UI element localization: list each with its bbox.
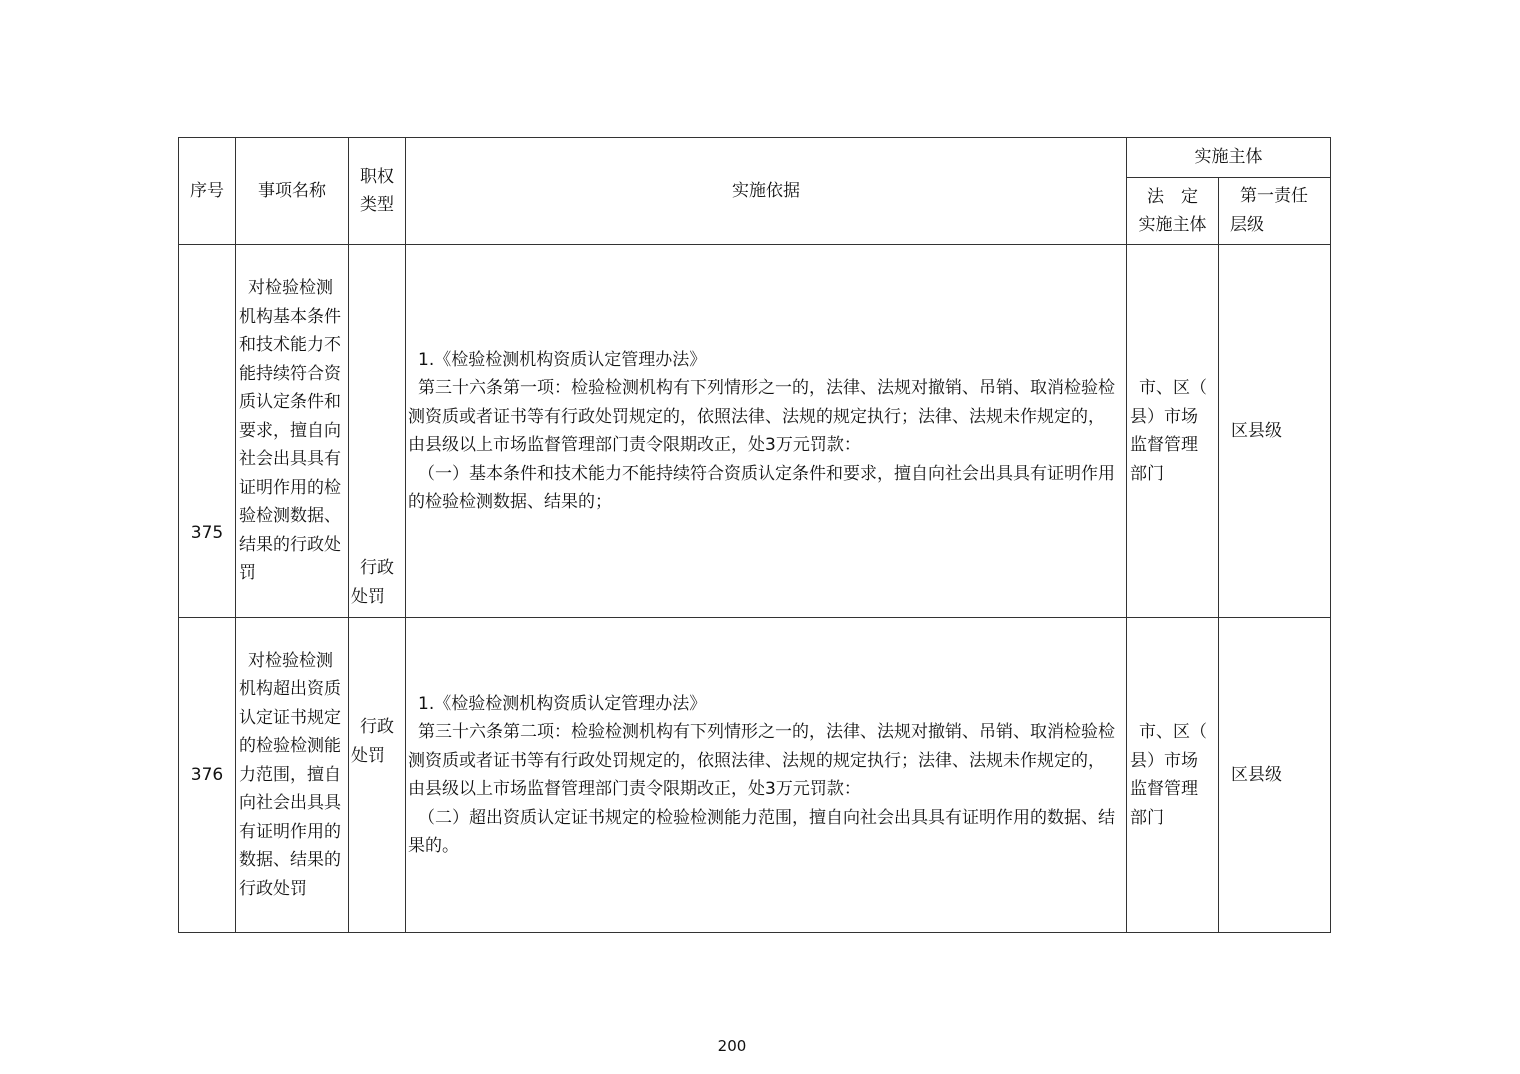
- header-item-name: 事项名称: [236, 138, 349, 245]
- basis-title: 1.《检验检测机构资质认定管理办法》: [418, 693, 707, 714]
- header-seq: 序号: [179, 138, 236, 245]
- row-type: 行政 处罚: [349, 245, 406, 618]
- basis-title: 1.《检验检测机构资质认定管理办法》: [418, 349, 707, 370]
- basis-article: 第三十六条第二项：检验检测机构有下列情形之一的，法律、法规对撤销、吊销、取消检验检测资质或者证书等有行政处罚规定的，依照法律、法规的规定执行；法律、法规未作规定的，由县级以上市场监督管理部门责令限期改正，处3万元罚款：: [408, 722, 1115, 799]
- basis-article: 第三十六条第一项：检验检测机构有下列情形之一的，法律、法规对撤销、吊销、取消检验检测资质或者证书等有行政处罚规定的，依照法律、法规的规定执行；法律、法规未作规定的，由县级以上市场监督管理部门责令限期改正，处3万元罚款：: [408, 378, 1115, 455]
- row-basis: [406, 618, 1127, 933]
- row-legal-subject: 市、区（ 县）市场监督管理部门: [1127, 618, 1219, 933]
- basis-item: （一）基本条件和技术能力不能持续符合资质认定条件和要求，擅自向社会出具具有证明作用的检验检测数据、结果的；: [408, 463, 1115, 512]
- row-level: 区县级: [1219, 618, 1331, 933]
- header-responsibility-level: 第一责任 层级: [1219, 178, 1331, 245]
- basis-item: （二）超出资质认定证书规定的检验检测能力范围，擅自向社会出具具有证明作用的数据、结果的。: [408, 807, 1115, 856]
- header-legal-subject: 法 定 实施主体: [1127, 178, 1219, 245]
- row-basis: [406, 245, 1127, 618]
- row-seq: 376: [179, 618, 236, 933]
- header-type: 职权 类型: [349, 138, 406, 245]
- row-level: 区县级: [1219, 245, 1331, 618]
- table-row: [179, 618, 1331, 933]
- row-legal-subject: 市、区（ 县）市场监督管理部门: [1127, 245, 1219, 618]
- table-row: [179, 245, 1331, 618]
- row-item-name: 对检验检测机构超出资质认定证书规定的检验检测能力范围，擅自向社会出具具有证明作用的数据、结果的行政处罚: [236, 618, 349, 933]
- row-item-name: 对检验检测机构基本条件和技术能力不能持续符合资质认定条件和要求，擅自向社会出具具有证明作用的检验检测数据、结果的行政处罚: [236, 245, 349, 618]
- authority-list-table: [178, 137, 1331, 933]
- page-number: 200: [717, 1037, 747, 1055]
- header-subject: 实施主体: [1127, 138, 1331, 178]
- header-basis: 实施依据: [406, 138, 1127, 245]
- row-type: 行政 处罚: [349, 618, 406, 933]
- row-seq: 375: [179, 245, 236, 618]
